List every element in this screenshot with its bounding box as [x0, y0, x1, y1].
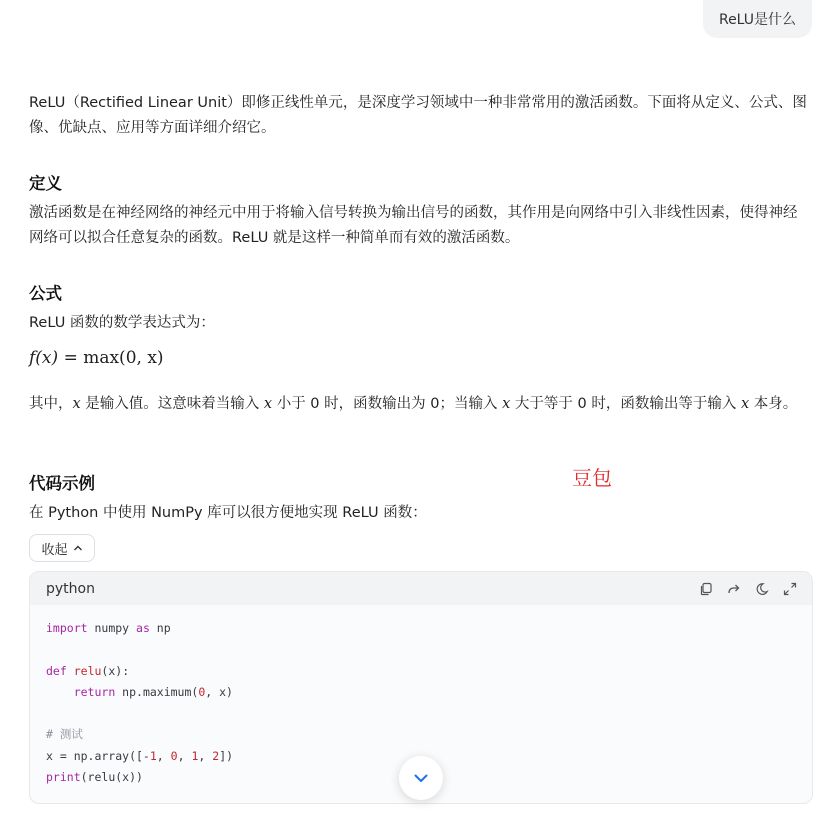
formula-equals: = [63, 348, 78, 368]
code-line: import numpy as np [46, 621, 171, 635]
share-icon[interactable] [726, 581, 742, 597]
code-intro: 在 Python 中使用 NumPy 库可以很方便地实现 ReLU 函数： [29, 505, 427, 521]
explain-part: 本身。 [749, 396, 798, 412]
relu-formula [29, 348, 164, 368]
copy-icon[interactable] [698, 581, 714, 597]
theme-icon[interactable] [754, 581, 770, 597]
code-heading: 代码示例 [29, 474, 95, 493]
code-line: print(relu(x)) [46, 770, 143, 785]
collapse-label: 收起 [41, 542, 68, 558]
math-var: x [72, 396, 81, 412]
code-line: # 测试 [46, 727, 83, 742]
explain-part: 是输入值。这意味着当输入 [80, 396, 264, 412]
math-var: x [740, 396, 750, 412]
scroll-to-bottom-button[interactable] [399, 756, 443, 800]
math-var: x [263, 396, 273, 412]
explain-part: 小于 0 时，函数输出为 0；当输入 [272, 396, 503, 412]
formula-intro: ReLU 函数的数学表达式为： [29, 315, 215, 331]
chevron-up-icon [73, 543, 83, 553]
formula-lhs: f(x) [29, 348, 59, 368]
chevron-down-icon [412, 769, 430, 787]
user-message-bubble [703, 0, 812, 38]
code-line: return np.maximum(0, x) [73, 684, 233, 699]
user-message-text: ReLU是什么 [718, 12, 797, 28]
formula-explanation [29, 392, 811, 417]
definition-heading: 定义 [29, 174, 62, 193]
formula-rhs: max(0, x) [83, 348, 164, 368]
code-line [46, 703, 796, 724]
formula-heading: 公式 [29, 284, 62, 303]
code-line [46, 639, 796, 660]
code-language-label: python [46, 580, 95, 597]
code-toolbar [698, 581, 798, 597]
explain-part: 其中， [29, 396, 73, 412]
math-var: x [502, 396, 511, 412]
code-line: x = np.array([-1, 0, 1, 2]) [46, 748, 234, 763]
explain-part: 大于等于 0 时，函数输出等于输入 [510, 396, 741, 412]
definition-paragraph: 激活函数是在神经网络的神经元中用于将输入信号转换为输出信号的函数，其作用是向网络中引入非线性因素，使得神经网络可以拟合任意复杂的函数。ReLU 就是这样一种简单而有效的激活函数。 [29, 205, 798, 246]
collapse-button[interactable] [29, 534, 95, 562]
code-line: def relu(x): [46, 663, 130, 678]
code-header [30, 572, 812, 605]
watermark-logo: 豆包 [572, 466, 612, 490]
expand-icon[interactable] [782, 581, 798, 597]
intro-paragraph: ReLU（Rectified Linear Unit）即修正线性单元，是深度学习领域中一种非常常用的激活函数。下面将从定义、公式、图像、优缺点、应用等方面详细介绍它。 [29, 95, 807, 136]
